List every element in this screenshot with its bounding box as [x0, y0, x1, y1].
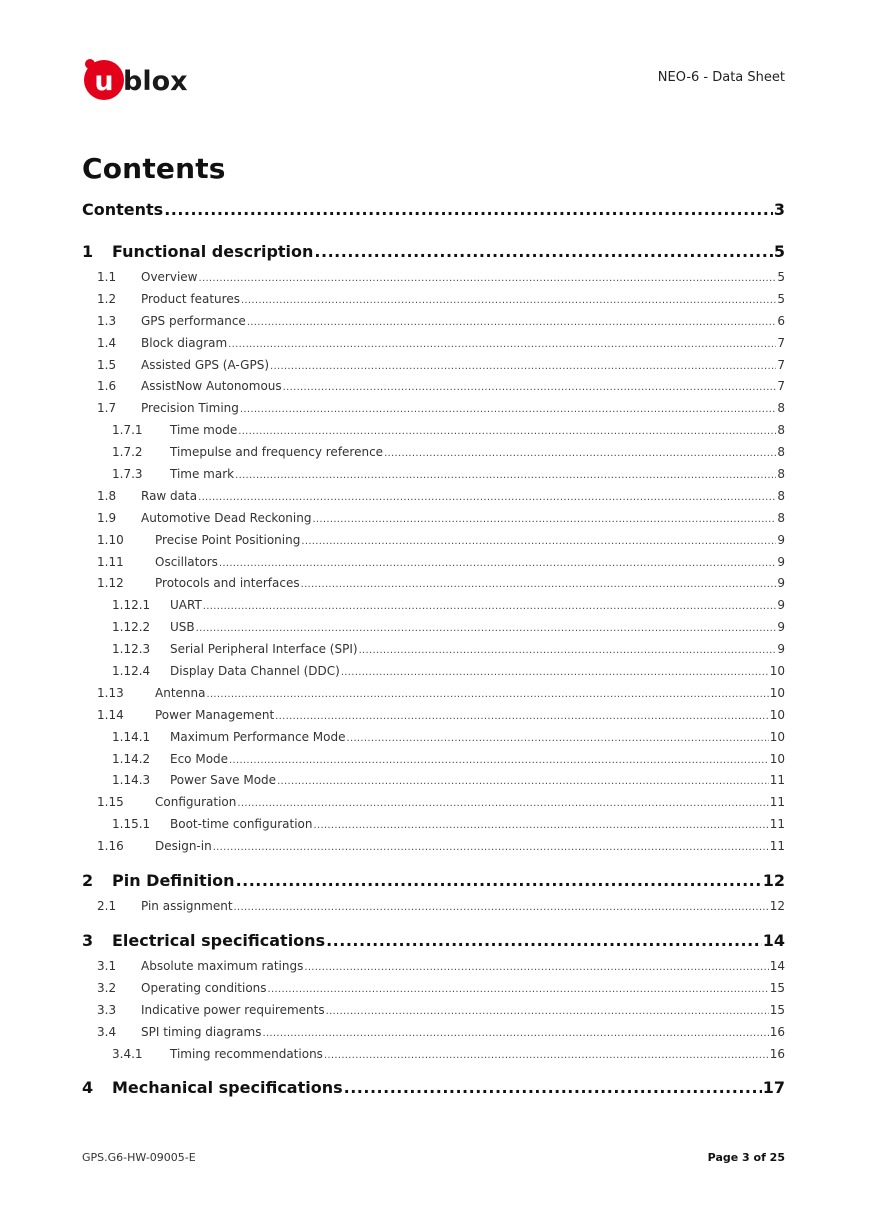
toc-entry-title: Pin assignment [141, 899, 233, 914]
toc-entry-page: 9 [777, 554, 785, 569]
toc-entry[interactable] [82, 314, 785, 336]
toc-entry-page: 15 [769, 1002, 785, 1017]
toc-leader-dots [359, 645, 777, 656]
toc-entry[interactable] [82, 664, 785, 686]
toc-leader-dots [326, 1006, 769, 1017]
toc-entry-number: 1.15.1 [112, 817, 151, 832]
page-title: Contents [82, 152, 226, 185]
toc-leader-dots [198, 492, 776, 503]
toc-entry[interactable] [82, 1025, 785, 1047]
toc-entry-page: 10 [769, 685, 785, 700]
toc-entry-page: 9 [777, 598, 785, 613]
toc-entry-title: Assisted GPS (A-GPS) [141, 357, 270, 372]
toc-entry-title: Automotive Dead Reckoning [141, 510, 312, 525]
toc-leader-dots [240, 404, 776, 415]
toc-entry-page: 10 [769, 707, 785, 722]
toc-entry-number: 1 [82, 242, 94, 261]
toc-entry-title: Overview [141, 270, 198, 284]
toc-leader-dots [229, 755, 769, 766]
toc-entry-page: 10 [769, 664, 785, 679]
toc-leader-dots [283, 382, 777, 393]
toc-entry-title: UART [170, 598, 202, 613]
toc-entry-title: Product features [141, 291, 240, 306]
toc-entry-number: 4 [82, 1078, 94, 1098]
toc-entry-number: 3.1 [97, 958, 117, 973]
footer-document-number: GPS.G6-HW-09005-E [82, 1151, 196, 1164]
toc-entry-title: Display Data Channel (DDC) [170, 664, 340, 679]
toc-entry[interactable] [82, 336, 785, 358]
toc-entry-number: 1.10 [97, 532, 124, 547]
toc-entry[interactable] [82, 839, 785, 861]
toc-entry[interactable] [82, 401, 785, 423]
toc-entry-number: 1.3 [97, 313, 117, 328]
toc-entry-title: Serial Peripheral Interface (SPI) [170, 642, 358, 657]
toc-entry-title: Power Management [155, 707, 275, 722]
toc-entry-title: Precision Timing [141, 401, 239, 416]
toc-entry[interactable] [82, 921, 785, 959]
toc-entry-title: Indicative power requirements [141, 1002, 325, 1017]
toc-leader-dots [241, 295, 776, 306]
toc-entry-title: Configuration [155, 795, 237, 810]
toc-entry-number: 1.6 [97, 379, 117, 394]
toc-entry-title: Functional description [112, 242, 314, 261]
toc-entry-number: 1.7.3 [112, 467, 143, 482]
toc-entry[interactable] [82, 1047, 785, 1069]
toc-entry[interactable] [82, 489, 785, 511]
toc-entry-title: Operating conditions [141, 980, 267, 995]
toc-entry-page: 5 [773, 242, 785, 261]
toc-entry-page: 15 [769, 980, 785, 995]
toc-entry[interactable] [82, 708, 785, 730]
toc-leader-dots [237, 798, 768, 809]
toc-entry-title: Precise Point Positioning [155, 532, 301, 547]
toc-entry-number: 1.9 [97, 510, 117, 525]
toc-leader-dots [219, 558, 776, 569]
toc-entry[interactable] [82, 795, 785, 817]
toc-leader-dots [235, 470, 776, 481]
toc-entry-title: Design-in [155, 839, 212, 854]
toc-entry-page: 8 [777, 467, 785, 482]
toc-entry-number: 1.7 [97, 401, 117, 416]
toc-entry-number: 1.12.1 [112, 598, 151, 613]
toc-entry-number: 1.5 [97, 357, 117, 372]
toc-entry-page: 8 [777, 445, 785, 460]
toc-entry-title: Raw data [141, 488, 198, 503]
toc-entry-number: 1.7.2 [112, 445, 143, 460]
toc-entry[interactable] [82, 959, 785, 981]
toc-leader-dots [199, 273, 777, 284]
svg-text:blox: blox [123, 66, 188, 97]
toc-entry-number: 1.15 [97, 795, 124, 810]
toc-entry-page: 10 [769, 751, 785, 766]
toc-entry-number: 1.14.2 [112, 751, 151, 766]
toc-entry-page: 3 [773, 200, 785, 219]
toc-entry-page: 11 [769, 795, 785, 810]
toc-entry-number: 1.12.4 [112, 664, 151, 679]
toc-entry-number: 1.7.1 [112, 423, 143, 438]
toc-entry-number: 1.12.2 [112, 620, 151, 635]
toc-entry[interactable] [82, 773, 785, 795]
toc-entry-number: 3 [82, 930, 94, 950]
toc-leader-dots [344, 1078, 762, 1097]
toc-leader-dots [234, 902, 769, 913]
toc-entry-number: 3.4 [97, 1024, 117, 1039]
toc-entry[interactable] [82, 817, 785, 839]
toc-entry-title: SPI timing diagrams [141, 1024, 262, 1039]
document-title: NEO-6 - Data Sheet [657, 70, 785, 85]
toc-leader-dots [301, 536, 776, 547]
toc-entry-number: 1.13 [97, 685, 124, 700]
toc-entry-page: 16 [769, 1046, 785, 1061]
toc-entry[interactable] [82, 752, 785, 774]
toc-entry-number: 1.11 [97, 554, 124, 569]
toc-entry-page: 10 [769, 729, 785, 744]
ublox-logo [82, 58, 202, 100]
toc-leader-dots [314, 242, 772, 261]
toc-entry-title: Oscillators [155, 554, 218, 569]
svg-text:u: u [94, 66, 114, 97]
toc-entry-number: 1.12 [97, 576, 124, 591]
toc-leader-dots [247, 317, 777, 328]
toc-entry-number: 3.4.1 [112, 1046, 143, 1061]
toc-leader-dots [277, 776, 769, 787]
toc-entry[interactable] [82, 379, 785, 401]
toc-entry[interactable] [82, 861, 785, 899]
toc-leader-dots [236, 871, 762, 890]
toc-entry-number: 1.1 [97, 270, 117, 284]
toc-entry-page: 7 [777, 357, 785, 372]
toc-entry-page: 14 [769, 958, 785, 973]
toc-entry-number: 1.14.3 [112, 773, 151, 788]
toc-entry-title: GPS performance [141, 313, 246, 328]
toc-entry[interactable] [82, 1068, 785, 1106]
toc-entry-title: Antenna [155, 685, 206, 700]
toc-entry-number: 2 [82, 871, 94, 891]
toc-entry-title: Maximum Performance Mode [170, 729, 346, 744]
toc-leader-dots [238, 426, 776, 437]
toc-leader-dots [313, 820, 768, 831]
toc-leader-dots [206, 689, 768, 700]
toc-entry-page: 11 [769, 817, 785, 832]
toc-leader-dots [268, 984, 769, 995]
toc-entry-page: 8 [777, 423, 785, 438]
toc-entry-number: 1.14.1 [112, 729, 151, 744]
toc-entry-page: 5 [777, 291, 785, 306]
toc-entry-page: 16 [769, 1024, 785, 1039]
toc-entry-title: Eco Mode [170, 751, 229, 766]
toc-entry-title: Protocols and interfaces [155, 576, 300, 591]
toc-entry-number: 1.8 [97, 488, 117, 503]
toc-entry-page: 11 [769, 839, 785, 854]
toc-entry-page: 9 [777, 642, 785, 657]
toc-entry-page: 8 [777, 488, 785, 503]
toc-leader-dots [270, 361, 776, 372]
toc-entry-number: 3.3 [97, 1002, 117, 1017]
toc-entry[interactable] [82, 620, 785, 642]
toc-entry-title: Time mode [170, 423, 238, 438]
toc-entry-title: Timepulse and frequency reference [170, 445, 384, 460]
toc-entry-page: 7 [777, 335, 785, 350]
toc-leader-dots [196, 623, 777, 634]
toc-leader-dots [384, 448, 776, 459]
toc-leader-dots [164, 200, 773, 219]
toc-entry[interactable] [82, 533, 785, 555]
toc-entry-number: 2.1 [97, 899, 117, 914]
toc-entry-title: Absolute maximum ratings [141, 958, 304, 973]
toc-entry[interactable] [82, 899, 785, 921]
toc-entry[interactable] [82, 270, 785, 292]
toc-leader-dots [213, 842, 769, 853]
footer-page-number: Page 3 of 25 [707, 1151, 785, 1164]
toc-entry[interactable] [82, 358, 785, 380]
toc-entry-number: 1.2 [97, 291, 117, 306]
toc-leader-dots [312, 514, 776, 525]
toc-entry-number: 1.12.3 [112, 642, 151, 657]
toc-leader-dots [203, 601, 777, 612]
toc-entry-page: 5 [777, 270, 785, 284]
toc-entry[interactable] [82, 730, 785, 752]
toc-entry-title: Block diagram [141, 335, 228, 350]
toc-leader-dots [262, 1028, 768, 1039]
toc-entry[interactable] [82, 1003, 785, 1025]
toc-entry-page: 9 [777, 620, 785, 635]
toc-leader-dots [275, 711, 769, 722]
toc-entry[interactable] [82, 445, 785, 467]
toc-entry-page: 9 [777, 532, 785, 547]
toc-entry-title: Time mark [170, 467, 235, 482]
toc-entry-page: 8 [777, 401, 785, 416]
toc-entry[interactable] [82, 292, 785, 314]
toc-entry-page: 7 [777, 379, 785, 394]
toc-entry-number: 1.4 [97, 335, 117, 350]
ublox-logo-graphic [82, 58, 202, 100]
table-of-contents [82, 200, 785, 1106]
toc-entry[interactable] [82, 200, 785, 232]
toc-entry[interactable] [82, 423, 785, 445]
toc-entry-number: 3.2 [97, 980, 117, 995]
toc-entry-page: 12 [769, 899, 785, 914]
toc-entry[interactable] [82, 686, 785, 708]
toc-entry-title: Contents [82, 200, 164, 219]
toc-entry-page: 9 [777, 576, 785, 591]
toc-entry-title: Electrical specifications [112, 930, 326, 950]
toc-leader-dots [341, 667, 769, 678]
toc-leader-dots [324, 1050, 769, 1061]
toc-leader-dots [301, 579, 777, 590]
toc-entry[interactable] [82, 511, 785, 533]
toc-entry-page: 17 [762, 1078, 785, 1098]
toc-entry-page: 8 [777, 510, 785, 525]
toc-entry-title: Timing recommendations [170, 1046, 323, 1061]
toc-entry-title: USB [170, 620, 195, 635]
toc-entry[interactable] [82, 555, 785, 577]
toc-entry-title: Power Save Mode [170, 773, 277, 788]
toc-entry-title: Pin Definition [112, 871, 235, 891]
toc-entry-page: 11 [769, 773, 785, 788]
toc-leader-dots [228, 339, 776, 350]
toc-entry[interactable] [82, 576, 785, 598]
toc-entry-title: Boot-time configuration [170, 817, 313, 832]
toc-entry-number: 1.14 [97, 707, 124, 722]
toc-entry-number: 1.16 [97, 839, 124, 854]
toc-leader-dots [326, 931, 762, 950]
toc-leader-dots [304, 962, 768, 973]
toc-entry-title: Mechanical specifications [112, 1078, 343, 1098]
toc-entry-page: 6 [777, 313, 785, 328]
toc-entry[interactable] [82, 642, 785, 664]
toc-entry[interactable] [82, 232, 785, 270]
toc-entry[interactable] [82, 598, 785, 620]
toc-entry-title: AssistNow Autonomous [141, 379, 282, 394]
toc-entry[interactable] [82, 467, 785, 489]
toc-entry[interactable] [82, 981, 785, 1003]
toc-entry-page: 12 [762, 871, 785, 891]
toc-leader-dots [347, 733, 769, 744]
toc-entry-page: 14 [762, 930, 785, 950]
